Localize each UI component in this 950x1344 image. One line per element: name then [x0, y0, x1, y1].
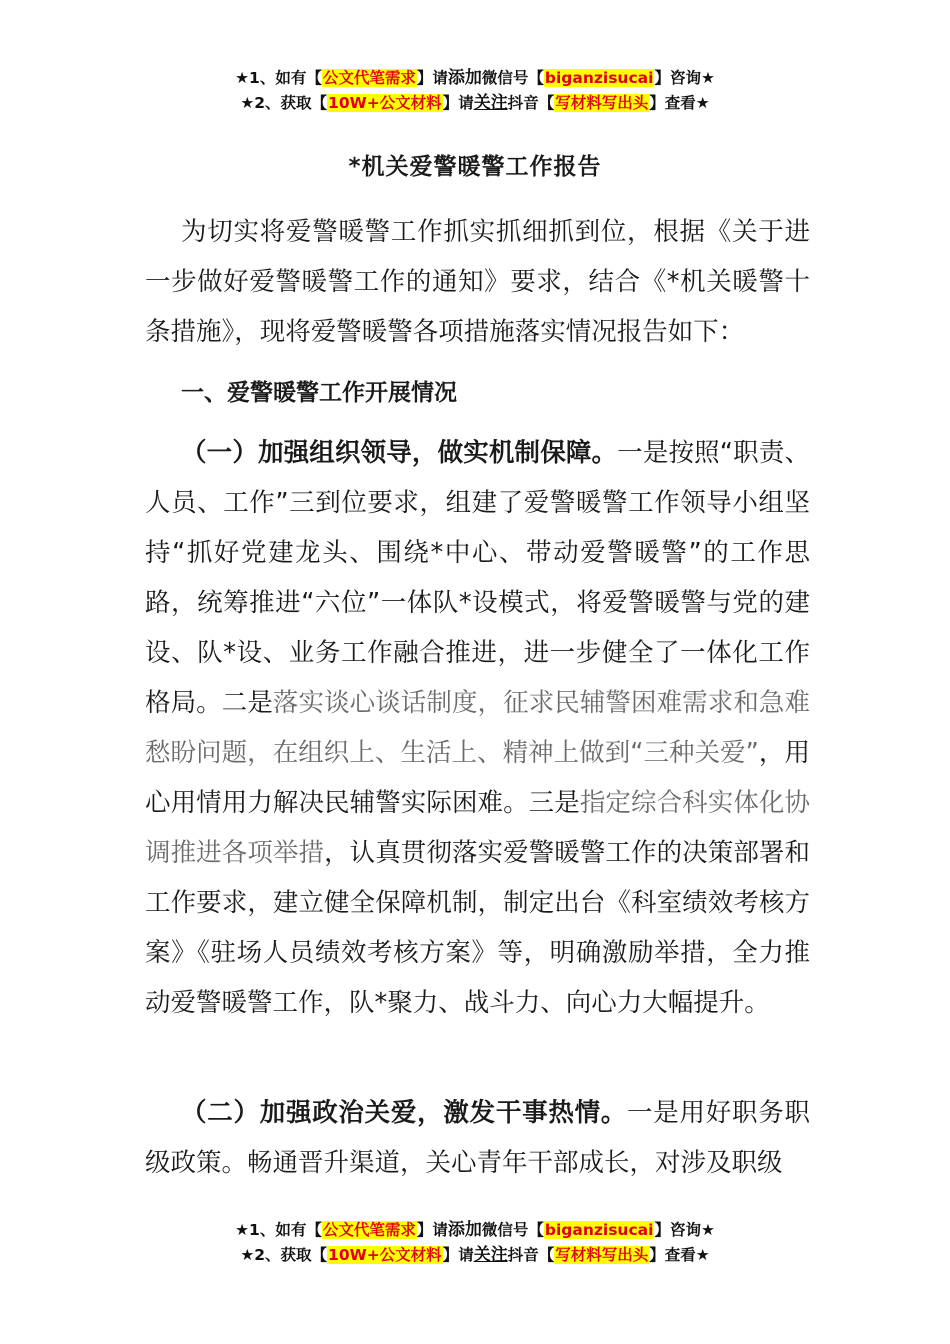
paragraph-text: 一是按照“职责、人员、工作”三到位要求，组建了爱警暖警工作领导小组坚持“抓好党建龙头、围绕*中心、带动爱警暖警”的工作思路，统筹推进“六位”一体队*设模式，将爱警暖警与党的建设、队*设、业务工作融合推进，进一步健全了一体化工作格局。二是 — [145, 438, 810, 718]
banner-line-2 — [0, 1243, 950, 1268]
banner-text: 】请 — [416, 1221, 448, 1239]
banner-line-1 — [0, 1218, 950, 1243]
highlight-wechat-id: biganzisucai — [544, 69, 654, 87]
banner-emphasis: 关注 — [473, 1245, 508, 1265]
banner-text: ★2、获取【 — [240, 94, 328, 112]
highlight-service: 公文代笔需求 — [322, 1221, 416, 1239]
section-heading: 一、爱警暖警工作开展情况 — [181, 380, 457, 406]
paragraph-text: 一是用好职务职级政策。畅通晋升渠道，关心青年干部成长，对涉及职级 — [145, 1098, 810, 1178]
paragraph-text: ，用心用情用力解决民辅警实际困难。三是 — [145, 738, 810, 818]
intro-text: 为切实将爱警暖警工作抓实抓细抓到位，根据《关于进一步做好爱警暖警工作的通知》要求，结合《*机关暖警十条措施》，现将爱警暖警各项措施落实情况报告如下： — [145, 217, 810, 347]
banner-text: 微信号【 — [481, 69, 544, 87]
banner-text: ★1、如有【 — [235, 69, 322, 87]
intro-paragraph — [145, 207, 810, 357]
paragraph-lead: （二）加强政治关爱，激发干事热情。 — [181, 1098, 628, 1128]
banner-emphasis: 添加 — [447, 1220, 482, 1240]
paragraph-text-grey: 落实谈心谈话制度，征求民辅警困难需求和急难愁盼问题，在组织上、生活上、精神上做到“三种关爱” — [145, 688, 810, 768]
banner-text: 】查看★ — [649, 94, 710, 112]
banner-text: 】请 — [442, 1246, 474, 1264]
banner-line-2 — [0, 91, 950, 116]
paragraph-political-care — [145, 1088, 810, 1188]
banner-text: 】请 — [442, 94, 474, 112]
paragraph-text: ，认真贯彻落实爱警暖警工作的决策部署和工作要求，建立健全保障机制，制定出台《科室绩效考核方案》《驻场人员绩效考核方案》等，明确激励举措，全力推动爱警暖警工作，队*聚力、战斗力、向心力大幅提升。 — [145, 838, 810, 1018]
highlight-materials: 10W+公文材料 — [328, 94, 442, 112]
header-banner — [0, 66, 950, 116]
banner-text: 微信号【 — [481, 1221, 544, 1239]
banner-text: 】查看★ — [649, 1246, 710, 1264]
highlight-douyin-account: 写材料写出头 — [555, 1246, 649, 1264]
banner-text: 抖音【 — [507, 94, 555, 112]
footer-banner — [0, 1218, 950, 1268]
paragraph-political-care-text — [145, 1088, 810, 1188]
paragraph-text-grey: 指定综合科实体化协调推进各项举措 — [145, 788, 810, 868]
highlight-service: 公文代笔需求 — [322, 69, 416, 87]
highlight-wechat-id: biganzisucai — [544, 1221, 654, 1239]
banner-text: ★2、获取【 — [240, 1246, 328, 1264]
banner-emphasis: 添加 — [447, 68, 482, 88]
banner-line-1 — [0, 66, 950, 91]
banner-text: 抖音【 — [507, 1246, 555, 1264]
banner-text: 】请 — [416, 69, 448, 87]
paragraph-lead: （一）加强组织领导，做实机制保障。 — [181, 438, 618, 468]
banner-text: 】咨询★ — [654, 1221, 715, 1239]
banner-emphasis: 关注 — [473, 93, 508, 113]
highlight-materials: 10W+公文材料 — [328, 1246, 442, 1264]
banner-text: 】咨询★ — [654, 69, 715, 87]
paragraph-organization-text — [145, 428, 810, 1028]
paragraph-organization — [145, 428, 810, 1028]
banner-text: ★1、如有【 — [235, 1221, 322, 1239]
highlight-douyin-account: 写材料写出头 — [555, 94, 649, 112]
document-title: *机关爱警暖警工作报告 — [348, 154, 602, 180]
